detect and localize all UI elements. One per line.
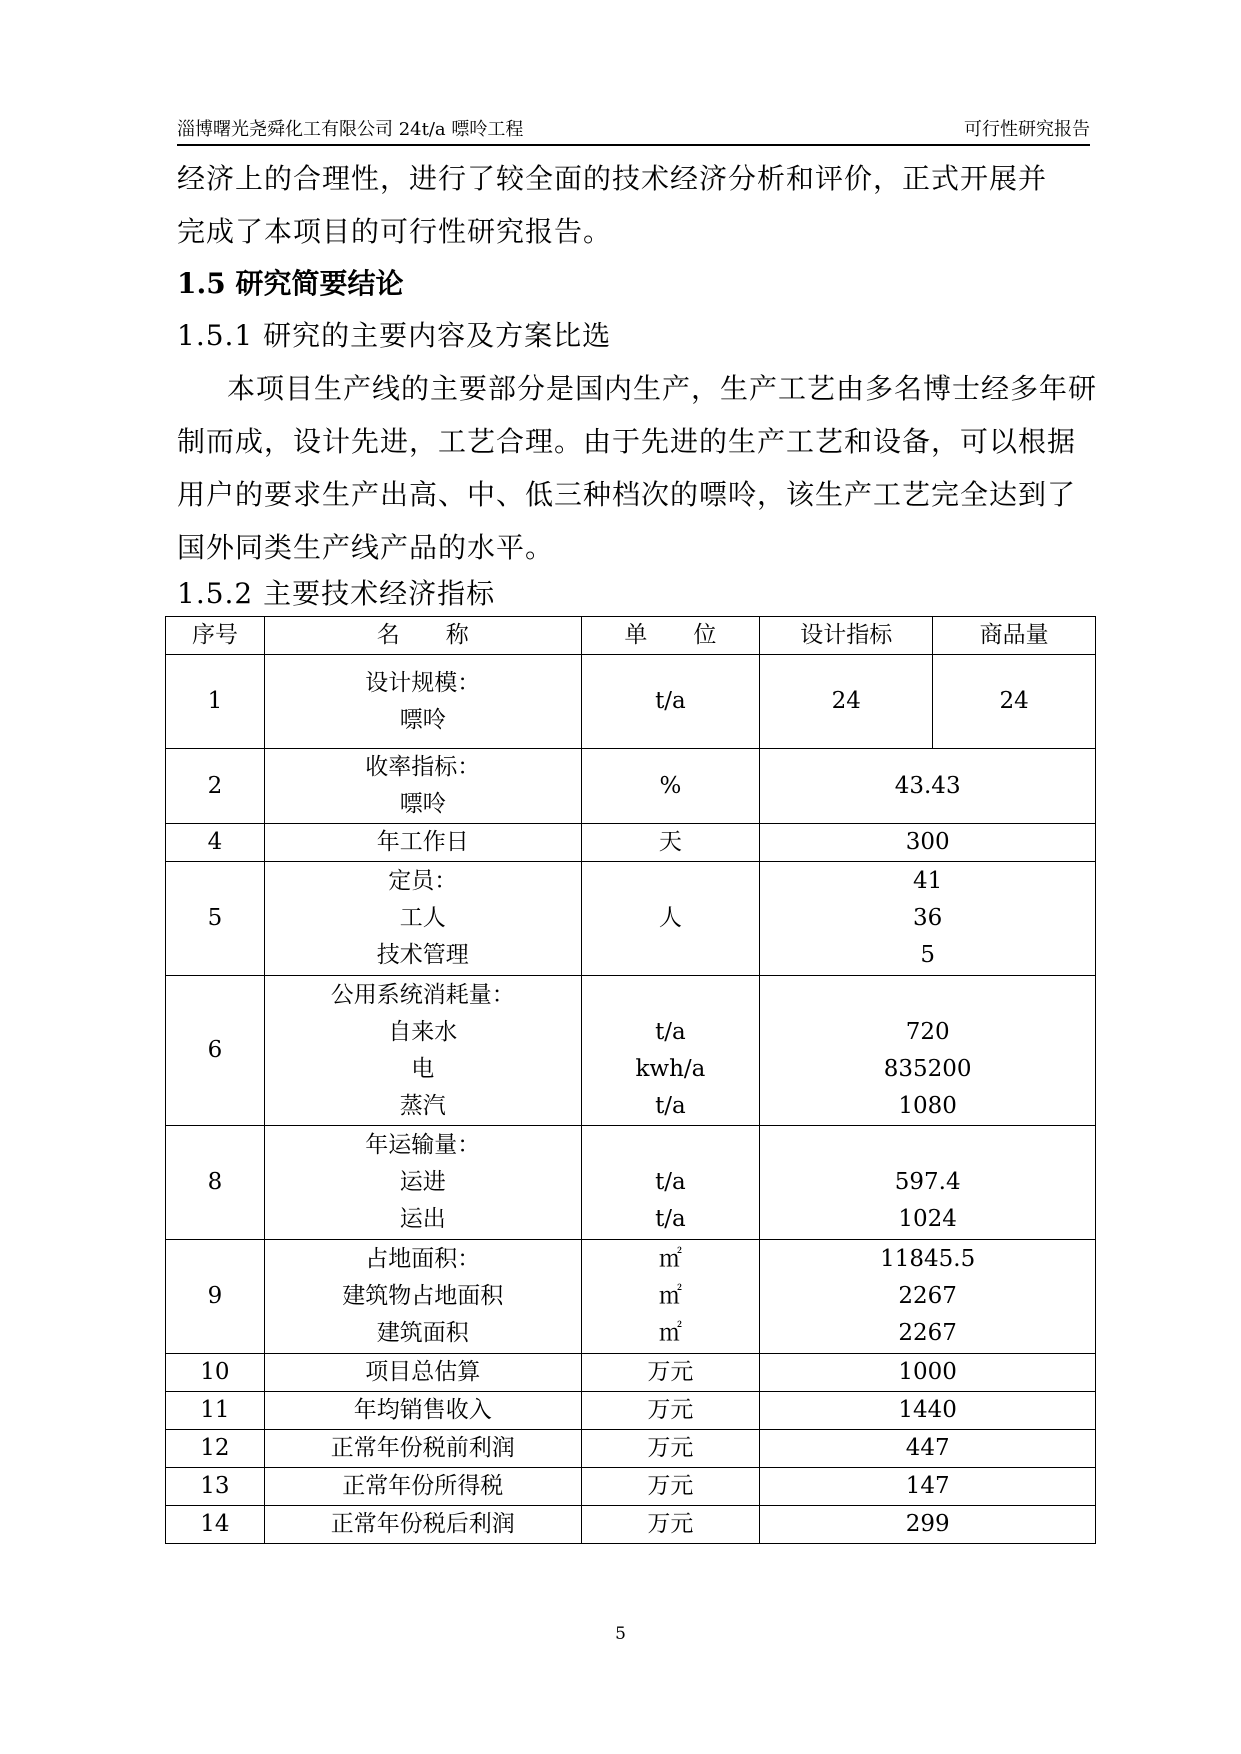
name-line: 设计规模： bbox=[365, 669, 481, 696]
table-row bbox=[166, 1468, 1096, 1506]
value-line: 1024 bbox=[898, 1206, 957, 1232]
intro-paragraph bbox=[177, 152, 1047, 258]
header-unit: 单 位 bbox=[581, 617, 760, 655]
row-no: 14 bbox=[166, 1506, 265, 1544]
row-value: 300 bbox=[760, 824, 1096, 862]
row-name bbox=[264, 749, 581, 824]
unit-line: ㎡ bbox=[658, 1246, 682, 1272]
row-name bbox=[264, 1240, 581, 1354]
intro-line-1: 经济上的合理性，进行了较全面的技术经济分析和评价，正式开展并 bbox=[177, 162, 1048, 195]
value-line: 11845.5 bbox=[880, 1246, 976, 1272]
name-line: 蒸汽 bbox=[399, 1092, 446, 1119]
table-row bbox=[166, 862, 1096, 976]
table-row bbox=[166, 1354, 1096, 1392]
row-name bbox=[264, 655, 581, 749]
row-no: 1 bbox=[166, 655, 265, 749]
subsection-1-paragraph bbox=[177, 362, 1097, 574]
row-unit: % bbox=[581, 749, 760, 824]
row-no: 8 bbox=[166, 1126, 265, 1240]
row-unit: 万元 bbox=[581, 1506, 760, 1544]
table-header-row bbox=[166, 617, 1096, 655]
row-value bbox=[760, 976, 1096, 1126]
row-unit: 万元 bbox=[581, 1354, 760, 1392]
name-line: 占地面积： bbox=[365, 1246, 481, 1272]
table-row bbox=[166, 1392, 1096, 1430]
row-name: 年工作日 bbox=[264, 824, 581, 862]
paragraph-line-4: 国外同类生产线产品的水平。 bbox=[177, 531, 555, 564]
unit-line: t/a bbox=[655, 1092, 686, 1119]
indicators-table bbox=[165, 616, 1096, 1544]
name-line: 嘌呤 bbox=[399, 791, 446, 817]
unit-line: t/a bbox=[655, 1169, 686, 1195]
row-value: 147 bbox=[760, 1468, 1096, 1506]
row-unit bbox=[581, 1126, 760, 1240]
unit-line: ㎡ bbox=[658, 1283, 682, 1309]
row-design: 24 bbox=[760, 655, 933, 749]
row-name bbox=[264, 976, 581, 1126]
header-no: 序号 bbox=[166, 617, 265, 655]
name-line: 收率指标： bbox=[365, 754, 481, 780]
header-report-title: 可行性研究报告 bbox=[964, 119, 1090, 140]
name-line: 电 bbox=[411, 1055, 435, 1082]
name-line: 建筑物占地面积 bbox=[342, 1283, 504, 1309]
row-unit: 人 bbox=[581, 862, 760, 976]
section-heading: 1.5 研究简要结论 bbox=[177, 267, 404, 300]
value-line: 36 bbox=[913, 905, 943, 931]
table-row bbox=[166, 1126, 1096, 1240]
row-value: 447 bbox=[760, 1430, 1096, 1468]
paragraph-line-3: 用户的要求生产出高、中、低三种档次的嘌呤，该生产工艺完全达到了 bbox=[177, 478, 1077, 511]
header-name: 名 称 bbox=[264, 617, 581, 655]
row-name bbox=[264, 862, 581, 976]
unit-line: ㎡ bbox=[658, 1320, 682, 1346]
paragraph-line-1: 本项目生产线的主要部分是国内生产，生产工艺由多名博士经多年研 bbox=[227, 372, 1098, 405]
row-value: 1440 bbox=[760, 1392, 1096, 1430]
unit-line: t/a bbox=[655, 1018, 686, 1045]
row-no: 5 bbox=[166, 862, 265, 976]
value-line: 2267 bbox=[898, 1283, 957, 1309]
row-value bbox=[760, 1240, 1096, 1354]
row-value bbox=[760, 1126, 1096, 1240]
value-line: 41 bbox=[913, 868, 943, 894]
row-name: 项目总估算 bbox=[264, 1354, 581, 1392]
row-name: 正常年份税后利润 bbox=[264, 1506, 581, 1544]
row-no: 9 bbox=[166, 1240, 265, 1354]
table-row bbox=[166, 824, 1096, 862]
row-unit: 天 bbox=[581, 824, 760, 862]
value-line: 720 bbox=[905, 1018, 950, 1045]
page-header bbox=[177, 116, 1090, 146]
name-line: 定员： bbox=[388, 868, 458, 894]
header-design: 设计指标 bbox=[760, 617, 933, 655]
row-value: 299 bbox=[760, 1506, 1096, 1544]
value-line: 835200 bbox=[883, 1055, 972, 1082]
value-line: 5 bbox=[920, 942, 935, 968]
row-name: 正常年份所得税 bbox=[264, 1468, 581, 1506]
paragraph-line-2: 制而成，设计先进，工艺合理。由于先进的生产工艺和设备，可以根据 bbox=[177, 425, 1077, 458]
row-no: 11 bbox=[166, 1392, 265, 1430]
subsection-heading-1: 1.5.1 研究的主要内容及方案比选 bbox=[177, 319, 612, 352]
row-name: 正常年份税前利润 bbox=[264, 1430, 581, 1468]
row-unit: 万元 bbox=[581, 1430, 760, 1468]
header-company-title: 淄博曙光尧舜化工有限公司 24t/a 嘌呤工程 bbox=[177, 119, 524, 140]
table-row bbox=[166, 1240, 1096, 1354]
value-line: 1080 bbox=[898, 1092, 957, 1119]
name-line: 运进 bbox=[399, 1169, 446, 1195]
name-line: 运出 bbox=[399, 1206, 446, 1232]
unit-line: kwh/a bbox=[635, 1055, 706, 1082]
row-no: 12 bbox=[166, 1430, 265, 1468]
row-unit: t/a bbox=[581, 655, 760, 749]
name-line: 技术管理 bbox=[376, 942, 469, 968]
subsection-heading-2: 1.5.2 主要技术经济指标 bbox=[177, 577, 496, 610]
name-line: 公用系统消耗量： bbox=[330, 981, 515, 1008]
row-no: 10 bbox=[166, 1354, 265, 1392]
table-row bbox=[166, 655, 1096, 749]
name-line: 自来水 bbox=[388, 1018, 458, 1045]
name-line: 建筑面积 bbox=[376, 1320, 469, 1346]
table-row bbox=[166, 1430, 1096, 1468]
row-unit bbox=[581, 1240, 760, 1354]
row-unit: 万元 bbox=[581, 1468, 760, 1506]
table-row bbox=[166, 749, 1096, 824]
row-value: 43.43 bbox=[760, 749, 1096, 824]
row-value: 1000 bbox=[760, 1354, 1096, 1392]
name-line: 年运输量： bbox=[365, 1132, 481, 1158]
row-name: 年均销售收入 bbox=[264, 1392, 581, 1430]
table-row bbox=[166, 1506, 1096, 1544]
value-line: 2267 bbox=[898, 1320, 957, 1346]
name-line: 工人 bbox=[399, 905, 446, 931]
row-value bbox=[760, 862, 1096, 976]
unit-line: t/a bbox=[655, 1206, 686, 1232]
row-no: 2 bbox=[166, 749, 265, 824]
row-no: 6 bbox=[166, 976, 265, 1126]
row-product: 24 bbox=[933, 655, 1096, 749]
value-line: 597.4 bbox=[894, 1169, 961, 1195]
intro-line-2: 完成了本项目的可行性研究报告。 bbox=[177, 215, 613, 248]
table-row bbox=[166, 976, 1096, 1126]
page-number: 5 bbox=[615, 1624, 626, 1644]
row-no: 13 bbox=[166, 1468, 265, 1506]
row-name bbox=[264, 1126, 581, 1240]
row-unit: 万元 bbox=[581, 1392, 760, 1430]
row-unit bbox=[581, 976, 760, 1126]
name-line: 嘌呤 bbox=[399, 706, 446, 733]
row-no: 4 bbox=[166, 824, 265, 862]
header-product: 商品量 bbox=[933, 617, 1096, 655]
